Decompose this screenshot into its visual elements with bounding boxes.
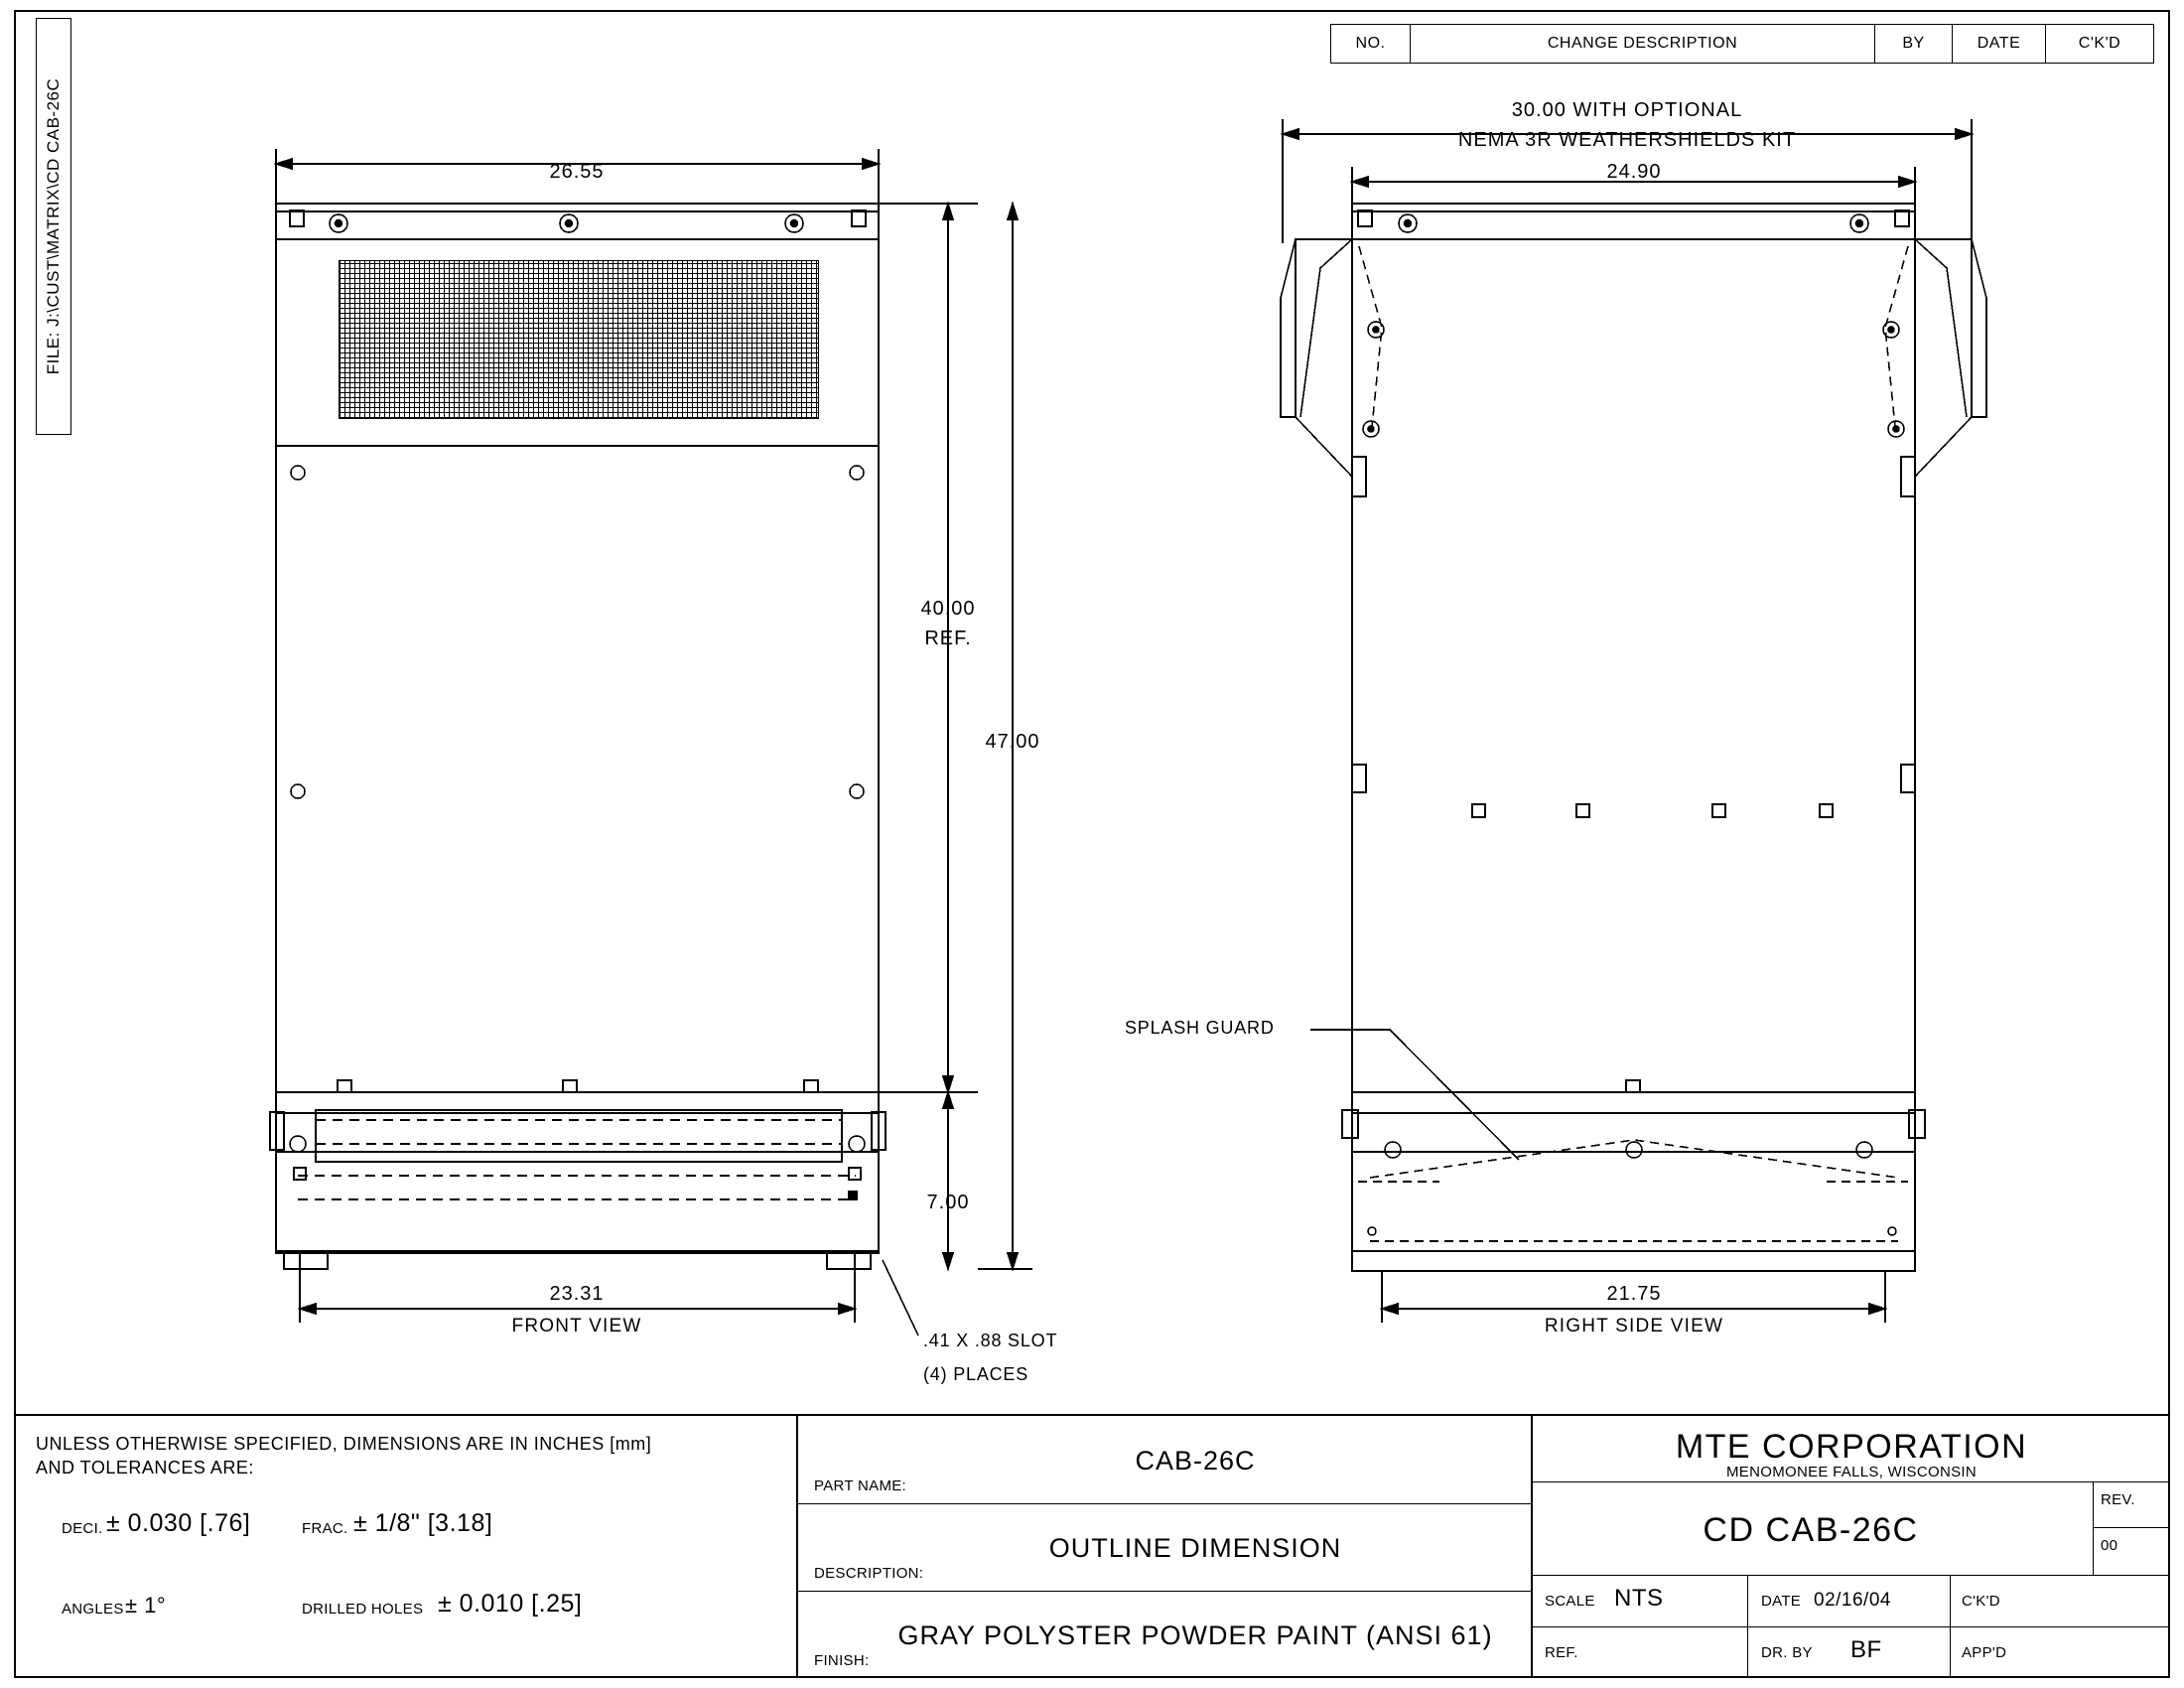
notes-line1: UNLESS OTHERWISE SPECIFIED, DIMENSIONS ARE IN INCHES [mm] bbox=[36, 1434, 652, 1454]
description-value: OUTLINE DIMENSION bbox=[1048, 1533, 1342, 1563]
drilled-label: DRILLED HOLES bbox=[302, 1601, 424, 1618]
date-value: 02/16/04 bbox=[1814, 1590, 1891, 1611]
date-label: DATE bbox=[1761, 1593, 1802, 1610]
drby-value: BF bbox=[1850, 1636, 1882, 1663]
drby-label: DR. BY bbox=[1761, 1644, 1813, 1661]
revision-header-by: BY bbox=[1875, 25, 1953, 63]
title-block bbox=[14, 1414, 2170, 1678]
revision-block bbox=[1330, 24, 2154, 64]
tolerance-notes-panel bbox=[14, 1416, 798, 1678]
dim-front-base-height: 7.00 bbox=[926, 1192, 970, 1213]
file-path-text: FILE: J:\CUST\MATRIX\CD CAB-26C bbox=[44, 77, 63, 375]
revision-header-date: DATE bbox=[1953, 25, 2046, 63]
ref-label: REF. bbox=[1545, 1644, 1578, 1661]
dim-side-depth: 24.90 bbox=[1606, 161, 1662, 183]
part-info-panel bbox=[798, 1416, 1533, 1678]
drawing-number: CD CAB-26C bbox=[1703, 1511, 1919, 1549]
dim-front-overall-height: 47.00 bbox=[985, 731, 1040, 753]
part-name-label: PART NAME: bbox=[814, 1477, 907, 1494]
note-slot-line2: (4) PLACES bbox=[923, 1364, 1029, 1384]
part-name-value: CAB-26C bbox=[1135, 1446, 1256, 1476]
dim-side-weathershield-line2: NEMA 3R WEATHERSHIELDS KIT bbox=[1457, 129, 1797, 151]
rev-label: REV. bbox=[2101, 1491, 2135, 1508]
scale-label: SCALE bbox=[1545, 1593, 1595, 1610]
right-side-view-label: RIGHT SIDE VIEW bbox=[1544, 1316, 1724, 1336]
angles-label: ANGLES bbox=[62, 1601, 124, 1618]
dim-side-weathershield-line1: 30.00 WITH OPTIONAL bbox=[1511, 99, 1743, 121]
dim-front-height-ref-note: REF. bbox=[924, 628, 972, 649]
deci-label: DECI. bbox=[62, 1520, 103, 1537]
company-name: MTE CORPORATION bbox=[1675, 1428, 2028, 1466]
angles-value: ± 1° bbox=[125, 1593, 167, 1618]
notes-line2: AND TOLERANCES ARE: bbox=[36, 1458, 254, 1477]
revision-header-ckd: C'K'D bbox=[2078, 35, 2121, 52]
file-path-tag bbox=[36, 18, 71, 435]
dim-side-base-depth: 21.75 bbox=[1606, 1283, 1662, 1305]
frac-value: ± 1/8" [3.18] bbox=[353, 1509, 493, 1537]
drilled-value: ± 0.010 [.25] bbox=[438, 1590, 583, 1618]
finish-value: GRAY POLYSTER POWDER PAINT (ANSI 61) bbox=[897, 1620, 1493, 1650]
deci-value: ± 0.030 [.76] bbox=[106, 1509, 251, 1537]
front-view-label: FRONT VIEW bbox=[511, 1316, 642, 1336]
ckd-label: C'K'D bbox=[1962, 1593, 2000, 1610]
revision-header-no: NO. bbox=[1331, 25, 1411, 63]
dim-front-height-ref: 40.00 bbox=[920, 598, 976, 620]
front-vent-mesh bbox=[339, 260, 819, 419]
note-splash-guard: SPLASH GUARD bbox=[1125, 1018, 1275, 1038]
description-label: DESCRIPTION: bbox=[814, 1565, 924, 1582]
note-slot-line1: .41 X .88 SLOT bbox=[923, 1331, 1058, 1350]
frac-label: FRAC. bbox=[302, 1520, 348, 1537]
finish-label: FINISH: bbox=[814, 1652, 870, 1669]
revision-header-description: CHANGE DESCRIPTION bbox=[1411, 25, 1875, 63]
company-location: MENOMONEE FALLS, WISCONSIN bbox=[1725, 1464, 1978, 1480]
company-panel bbox=[1533, 1416, 2170, 1678]
dim-front-base-width: 23.31 bbox=[549, 1283, 605, 1305]
dim-front-overall-width: 26.55 bbox=[549, 161, 605, 183]
scale-value: NTS bbox=[1614, 1585, 1664, 1612]
appd-label: APP'D bbox=[1962, 1644, 2007, 1661]
rev-value: 00 bbox=[2101, 1537, 2118, 1554]
